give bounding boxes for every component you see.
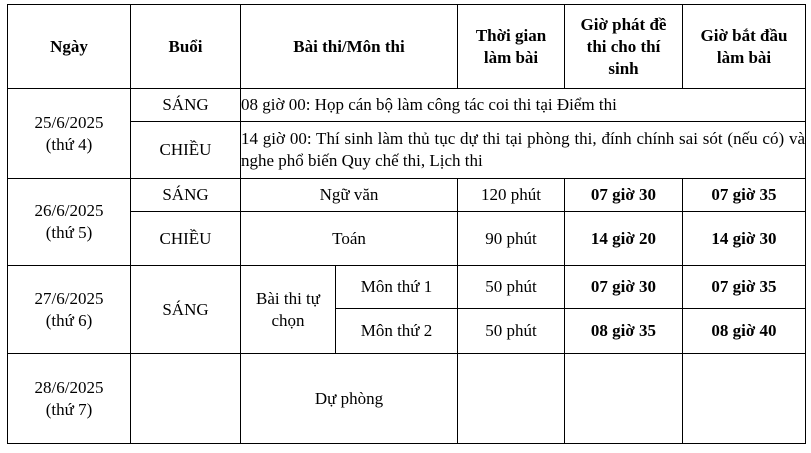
date-text: 25/6/2025 xyxy=(34,112,104,132)
header-date: Ngày xyxy=(8,5,131,89)
table-row xyxy=(8,89,806,122)
date-cell xyxy=(8,354,131,444)
duration-cell: 50 phút xyxy=(458,309,565,354)
duration-cell xyxy=(458,354,565,444)
table-row xyxy=(8,354,806,444)
subject-cell: Môn thứ 2 xyxy=(336,309,458,354)
date-text: 27/6/2025 xyxy=(34,288,104,308)
start-time-cell xyxy=(683,354,806,444)
date-cell xyxy=(8,179,131,266)
session-cell: SÁNG xyxy=(131,89,241,122)
weekday-text: (thứ 4) xyxy=(45,134,93,154)
start-time-cell: 07 giờ 35 xyxy=(683,179,806,212)
header-start-time: Giờ bắt đầu làm bài xyxy=(683,5,806,89)
hand-out-time-cell xyxy=(565,354,683,444)
session-cell: SÁNG xyxy=(131,266,241,354)
subject-cell: Môn thứ 1 xyxy=(336,266,458,309)
subject-cell: Dự phòng xyxy=(241,354,458,444)
date-text: 26/6/2025 xyxy=(34,201,104,220)
note-cell: 08 giờ 00: Họp cán bộ làm công tác coi thi tại Điểm thi xyxy=(241,89,806,122)
header-row xyxy=(8,5,806,89)
session-cell: CHIỀU xyxy=(131,212,241,266)
start-time-cell: 08 giờ 40 xyxy=(683,309,806,354)
header-subject: Bài thi/Môn thi xyxy=(241,5,458,89)
duration-cell: 120 phút xyxy=(458,179,565,212)
subject-cell: Toán xyxy=(241,212,458,266)
table-row xyxy=(8,179,806,212)
start-time-cell: 07 giờ 35 xyxy=(683,266,806,309)
hand-out-time-cell: 07 giờ 30 xyxy=(565,266,683,309)
duration-cell: 50 phút xyxy=(458,266,565,309)
start-time-cell: 14 giờ 30 xyxy=(683,212,806,266)
elective-group-cell: Bài thi tự chọn xyxy=(241,266,336,354)
header-session: Buổi xyxy=(131,5,241,89)
header-duration: Thời gian làm bài xyxy=(458,5,565,89)
date-cell xyxy=(8,89,131,179)
subject-cell: Ngữ văn xyxy=(241,179,458,212)
hand-out-time-cell: 14 giờ 20 xyxy=(565,212,683,266)
weekday-text: (thứ 7) xyxy=(45,399,93,419)
session-cell: CHIỀU xyxy=(131,122,241,179)
session-cell: SÁNG xyxy=(131,179,241,212)
exam-schedule-table xyxy=(7,4,806,444)
note-cell: 14 giờ 00: Thí sinh làm thủ tục dự thi tại phòng thi, đính chính sai sót (nếu có) và nghe phổ biến Quy chế thi, Lịch thi xyxy=(241,122,806,179)
header-hand-out-time: Giờ phát đề thi cho thí sinh xyxy=(565,5,683,89)
date-cell xyxy=(8,266,131,354)
date-text: 28/6/2025 xyxy=(34,377,104,397)
weekday-text: (thứ 6) xyxy=(45,310,93,330)
session-cell xyxy=(131,354,241,444)
hand-out-time-cell: 07 giờ 30 xyxy=(565,179,683,212)
table-row xyxy=(8,266,806,309)
hand-out-time-cell: 08 giờ 35 xyxy=(565,309,683,354)
duration-cell: 90 phút xyxy=(458,212,565,266)
weekday-text: (thứ 5) xyxy=(45,223,93,242)
